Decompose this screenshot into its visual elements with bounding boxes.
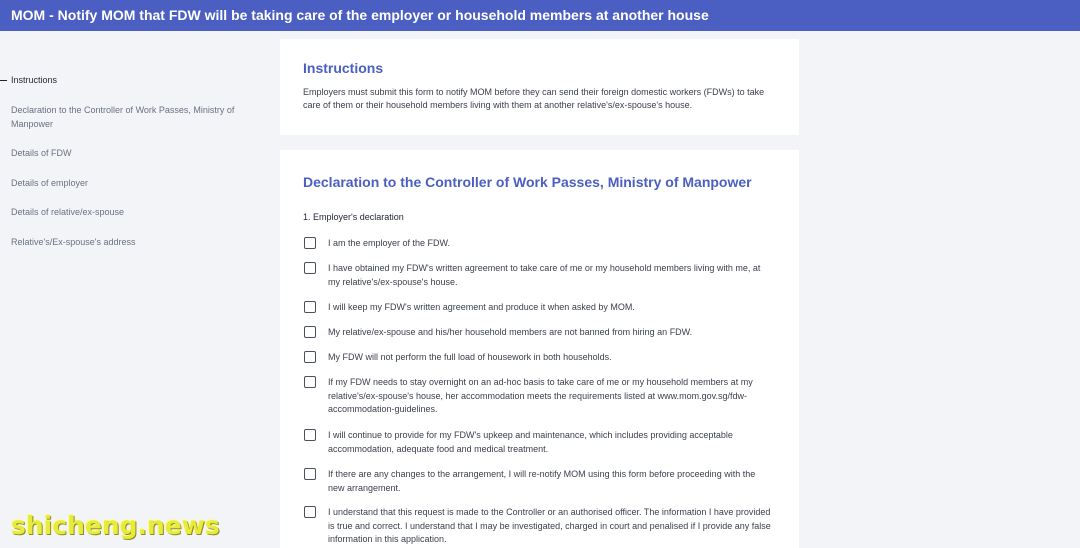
sidebar-item-label: Relative's/Ex-spouse's address xyxy=(11,237,136,247)
sidebar-item-relative-details[interactable] xyxy=(11,205,261,219)
declaration-option-text: I will keep my FDW's written agreement and produce it when asked by MOM. xyxy=(328,302,635,312)
active-indicator xyxy=(0,80,7,81)
declaration-option-text: I will continue to provide for my FDW's upkeep and maintenance, which includes providing acceptable accommodation, adequate food and medical treatment. xyxy=(328,430,733,454)
declaration-checkbox[interactable] xyxy=(304,376,316,388)
instructions-text: Employers must submit this form to notify MOM before they can send their foreign domestic workers (FDWs) to take care of them or their household members living with them at another relative's/ex-spouse's house. xyxy=(303,87,765,110)
sidebar-item-relative-address[interactable] xyxy=(11,235,261,249)
declaration-checkbox[interactable] xyxy=(304,237,316,249)
instructions-title: Instructions xyxy=(303,60,384,76)
declaration-checkbox[interactable] xyxy=(304,262,316,274)
declaration-option-text: I am the employer of the FDW. xyxy=(328,238,451,248)
sidebar-item-declaration[interactable] xyxy=(11,103,261,131)
sidebar-item-employer-details[interactable] xyxy=(11,176,261,190)
watermark: shicheng.news xyxy=(11,511,220,540)
declaration-card xyxy=(280,150,799,548)
declaration-option-text: My FDW will not perform the full load of housework in both households. xyxy=(328,352,612,362)
declaration-checkbox[interactable] xyxy=(304,326,316,338)
declaration-option-text: I understand that this request is made to the Controller or an authorised officer. The information I have provided is true and correct. I understand that I may be investigated, charged in court and penalised if I provide any false information in this application. xyxy=(328,507,771,544)
declaration-checkbox[interactable] xyxy=(304,301,316,313)
declaration-checkbox[interactable] xyxy=(304,429,316,441)
sidebar-item-fdw-details[interactable] xyxy=(11,146,261,160)
declaration-checkbox[interactable] xyxy=(304,351,316,363)
declaration-title: Declaration to the Controller of Work Passes, Ministry of Manpower xyxy=(303,174,752,190)
sidebar-item-label: Details of employer xyxy=(11,178,89,188)
declaration-option-text: I have obtained my FDW's written agreement to take care of me or my household members living with me, at my relative's/ex-spouse's house. xyxy=(328,263,761,287)
question-label: 1. Employer's declaration xyxy=(303,212,404,222)
sidebar-item-label: Declaration to the Controller of Work Passes, Ministry of Manpower xyxy=(11,105,235,129)
declaration-checkbox[interactable] xyxy=(304,468,316,480)
page-title: MOM - Notify MOM that FDW will be taking care of the employer or household members at another house xyxy=(11,7,709,23)
sidebar-item-instructions[interactable] xyxy=(11,73,261,87)
sidebar-nav xyxy=(0,31,270,548)
instructions-card xyxy=(280,39,799,135)
declaration-option-text: If there are any changes to the arrangement, I will re-notify MOM using this form before proceeding with the new arrangement. xyxy=(328,469,756,493)
sidebar-item-label: Details of FDW xyxy=(11,148,72,158)
page-header xyxy=(0,0,1080,31)
declaration-checkbox[interactable] xyxy=(304,506,316,518)
sidebar-item-label: Instructions xyxy=(11,75,58,85)
sidebar-item-label: Details of relative/ex-spouse xyxy=(11,207,125,217)
declaration-option-text: My relative/ex-spouse and his/her household members are not banned from hiring an FDW. xyxy=(328,327,693,337)
declaration-option-text: If my FDW needs to stay overnight on an ad-hoc basis to take care of me or my household members at my relative's/ex-spouse's house, her accommodation meets the requirements listed at www.mom.gov.sg/fdw-accommodation-guidelines. xyxy=(328,377,753,414)
